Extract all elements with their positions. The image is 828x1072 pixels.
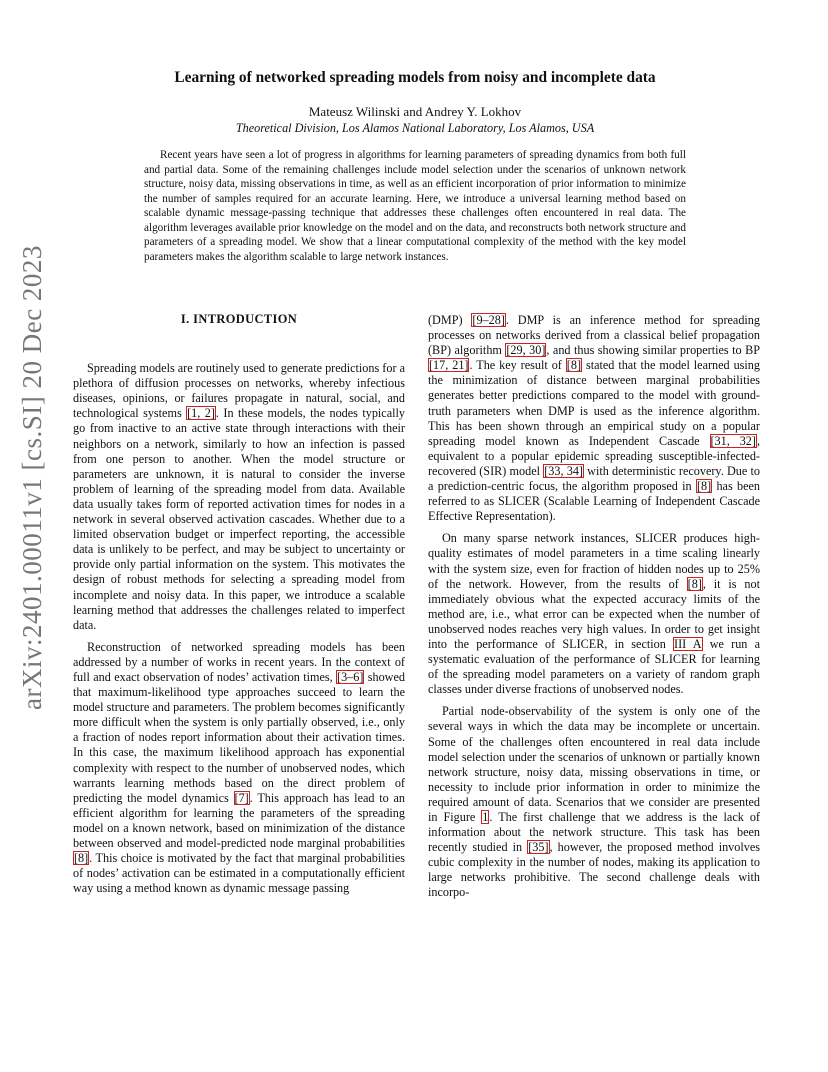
paragraph-text: , it is not immediately obvious what the expected accuracy limits of the method are, i.e., what error can be expected when the number of unobserved nodes reaches very high values. In order to get insight into the performance of SLICER, in section [428, 576, 760, 651]
paragraph [428, 531, 760, 697]
paragraph-text: showed that maximum-likelihood type approaches succeed to learn the model structure and parameters. The problem becomes significantly more difficult when the system is only partially observed, i.e., only a fraction of nodes report information about their activation times. In this case, the maximum likelihood approach has exponential complexity with respect to the number of unobserved nodes, which warrants learning methods based on the direct problem of predicting the model dynamics [73, 669, 405, 805]
paragraph-text: , however, the proposed method involves cubic complexity in the number of nodes, making its application to large networks prohibitive. The second challenge deals with incorpo- [428, 840, 760, 900]
paragraph-text: with deterministic recovery. Due to a prediction-centric focus, the algorithm proposed in [428, 463, 760, 494]
paragraph-text: On many sparse network instances, SLICER produces high-quality estimates of model parameters in a time scaling linearly with the system size, even for fraction of hidden nodes up to 25% of the network. However, from the results of [428, 531, 760, 591]
paragraph-text: has been referred to as SLICER (Scalable Learning of Independent Cascade Effective Representation). [428, 479, 760, 524]
citation-link[interactable]: [3–6] [337, 669, 364, 684]
citation-link[interactable]: [35] [528, 840, 549, 855]
paragraph-text: . The key result of [469, 358, 566, 373]
citation-link[interactable]: [17, 21] [429, 358, 469, 373]
citation-link[interactable]: [8] [696, 479, 712, 494]
citation-link[interactable]: 1 [482, 810, 489, 824]
citation-link[interactable]: [8] [687, 576, 702, 591]
citation-link[interactable]: [7] [234, 790, 249, 805]
paragraph-text: Spreading models are routinely used to generate predictions for a plethora of diffusion processes on networks, whereby infectious diseases, opinions, or failures propagate in natural, social, and technological systems [73, 361, 405, 421]
paragraph [73, 361, 405, 633]
paper-affiliation: Theoretical Division, Los Alamos National Laboratory, Los Alamos, USA [235, 121, 595, 135]
paragraph-text: we run a systematic evaluation of the performance of SLICER for learning of the spreading model parameters on a variety of random graph classes under diverse fractions of unobserved nodes. [428, 636, 760, 697]
abstract-text: Recent years have seen a lot of progress in algorithms for learning parameters of spreading dynamics from both full and partial data. Some of the remaining challenges include model selection under the scenarios of unknown network structure, noisy data, missing observations in time, as well as an efficient incorporation of prior information to minimize the number of samples required for an accurate learning. Here, we introduce a universal learning method based on scalable dynamic message-passing technique that addresses these challenges often encountered in real data. The algorithm leverages available prior knowledge on the model and on the data, and reconstructs both network structure and parameters of a spreading model. We show that a linear computational complexity of the method with the key model parameters makes the algorithm scalable to large network instances. [144, 149, 686, 263]
arxiv-identifier: arXiv:2401.00011v1 [cs.SI] 20 Dec 2023 [17, 245, 47, 710]
citation-link[interactable]: [8] [74, 851, 89, 866]
paper-title: Learning of networked spreading models from noisy and incomplete data [174, 69, 656, 86]
abstract [144, 148, 686, 264]
citation-link[interactable]: [29, 30] [506, 343, 546, 358]
paragraph-text: . This choice is motivated by the fact that marginal probabilities of nodes’ activation can be estimated in a computationally efficient way using a method known as dynamic message passing [73, 851, 405, 896]
citation-link[interactable]: [8] [566, 358, 582, 373]
paper-authors: Mateusz Wilinski and Andrey Y. Lokhov [308, 104, 522, 119]
citation-link[interactable]: III A [674, 636, 702, 651]
paragraph [428, 313, 760, 524]
right-column [428, 313, 760, 908]
paragraph-text: . In these models, the nodes typically go from inactive to an active state through interactions with their neighbors on a network, similarly to how an infection is passed from one person to another. When the model structure or parameters are unknown, it is natural to consider the inverse problem of learning of the spreading model from data. Available data usually takes form of reported activation times for nodes in a network in several observed activation cascades. Whether due to a limited observation budget or imperfect reporting, the accessible data is unlikely to be perfect, and may be subject to uncertainty or provide only partial information on the system. This motivates the design of robust methods for selecting a spreading model from incomplete and noisy data. In this paper, we introduce a scalable learning method that addresses the challenges related to imperfect data. [73, 406, 405, 632]
paragraph-text: (DMP) [428, 313, 472, 327]
section-heading: I. INTRODUCTION [180, 312, 298, 326]
paragraph-text: Partial node-observability of the system is only one of the several ways in which the data may be incomplete or uncertain. Some of the challenges often encountered in real data include model selection under the scenarios of unknown or partially known network structure, noisy data, missing observations in time, or necessity to include prior information in order to minimize the required amount of data. Scenarios that we consider are presented in Figure [428, 704, 760, 824]
paragraph-text: . DMP is an inference method for spreading processes on networks derived from a classical belief propagation (BP) algorithm [428, 313, 760, 358]
paragraph [428, 704, 760, 900]
citation-link[interactable]: [9–28] [472, 313, 505, 327]
paragraph [73, 640, 405, 897]
citation-link[interactable]: [33, 34] [544, 463, 583, 478]
paragraph-text: Reconstruction of networked spreading models has been addressed by a number of works in recent years. In the context of full and exact observation of nodes’ activation times, [73, 639, 405, 684]
citation-link[interactable]: [31, 32] [710, 433, 756, 448]
left-column [73, 312, 405, 903]
paragraph-text: , equivalent to a popular epidemic spreading susceptible-infected-recovered (SIR) model [428, 433, 760, 478]
paragraph-text: , and thus showing similar properties to BP [546, 343, 760, 358]
paragraph-text: stated that the model learned using the minimization of distance between marginal probabilities generates better predictions compared to the model with ground-truth parameters when DMP is used as the inference algorithm. This has been shown through an empirical study on a popular spreading model known as Independent Cascade [428, 358, 760, 448]
paragraph-text: . This approach has lead to an efficient algorithm for learning the parameters of the spreading model on a known network, based on minimization of the distance between observed and model-predicted node marginal probabilities [73, 790, 405, 850]
citation-link[interactable]: [1, 2] [187, 406, 215, 421]
paragraph-text: . The first challenge that we address is the lack of information about the network structure. This task has been recently studied in [428, 810, 760, 855]
